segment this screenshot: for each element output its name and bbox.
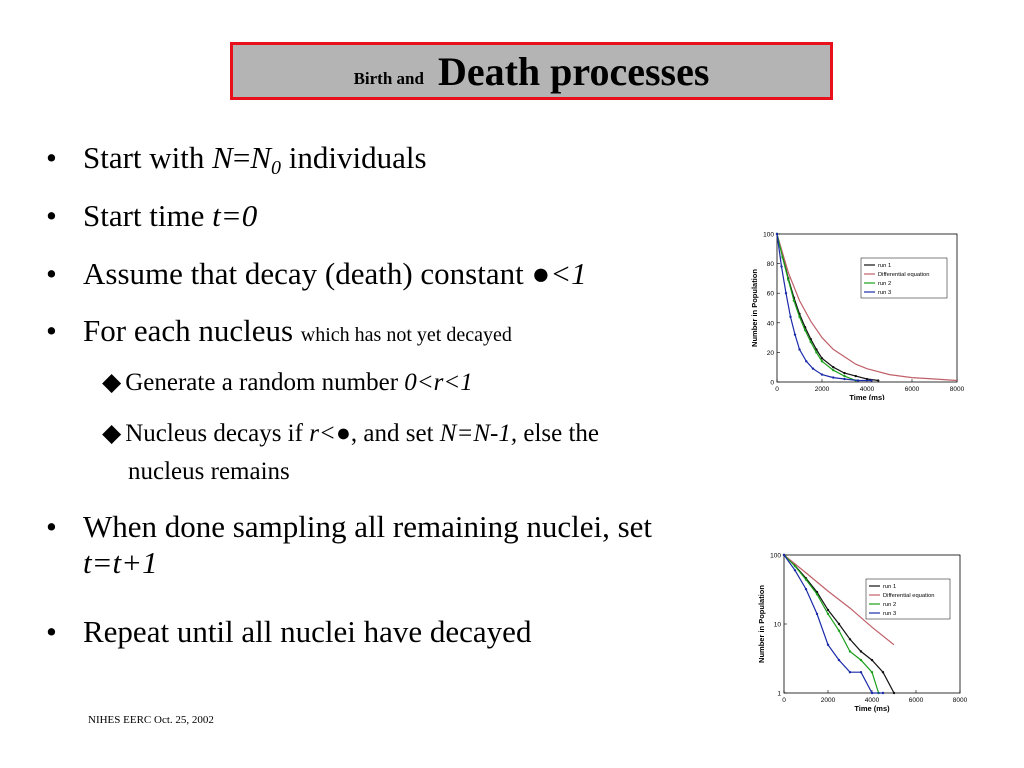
- y-axis-label: Number in Population: [750, 269, 759, 347]
- series-point: [838, 659, 840, 661]
- bullet-icon: •: [46, 509, 57, 544]
- bullet-icon: •: [46, 313, 57, 348]
- series-point: [815, 351, 817, 353]
- series-point: [838, 623, 840, 625]
- series-point: [855, 375, 857, 377]
- series-point: [787, 279, 789, 281]
- series-point: [877, 379, 879, 381]
- series-point: [812, 367, 814, 369]
- chart-log-svg: [748, 551, 970, 718]
- series-point: [789, 316, 791, 318]
- series-point: [827, 609, 829, 611]
- bullet-text: When done sampling all remaining nuclei, set t=t+1: [83, 509, 653, 580]
- chart-linear-svg: [735, 228, 967, 400]
- x-tick-label: 8000: [949, 386, 965, 393]
- series-point: [849, 638, 851, 640]
- series-point: [871, 671, 873, 673]
- series-point: [870, 379, 872, 381]
- series-point: [832, 376, 834, 378]
- series-point: [794, 569, 796, 571]
- x-tick-label: 4000: [859, 386, 875, 393]
- series-point: [893, 692, 895, 694]
- series-point: [860, 671, 862, 673]
- legend-label: Differential equation: [878, 272, 930, 279]
- y-tick-label: 100: [770, 552, 781, 560]
- legend-label: run 3: [878, 290, 892, 297]
- bullet-text: Assume that decay (death) constant ●<1: [83, 256, 587, 291]
- series-point: [821, 360, 823, 362]
- slide-title-box: [230, 42, 833, 100]
- bullet-text: Start time t=0: [83, 198, 258, 233]
- series-point: [776, 233, 778, 235]
- y-tick-label: 20: [766, 349, 774, 357]
- series-point: [810, 341, 812, 343]
- decay-constant-symbol: ●: [531, 256, 551, 291]
- bullet-icon: •: [46, 140, 57, 175]
- series-point: [805, 360, 807, 362]
- series-point: [843, 378, 845, 380]
- series-point: [793, 299, 795, 301]
- series-point: [832, 369, 834, 371]
- series-point: [838, 629, 840, 631]
- x-tick-label: 2000: [820, 697, 836, 704]
- y-tick-label: 10: [773, 621, 781, 629]
- diamond-bullet-icon: ◆: [102, 369, 122, 396]
- series-point: [849, 671, 851, 673]
- series-point: [816, 613, 818, 615]
- bullet-text: Repeat until all nuclei have decayed: [83, 614, 532, 649]
- x-tick-label: 6000: [904, 386, 920, 393]
- sub-bullet-decay-rule: [102, 415, 599, 491]
- y-tick-label: 1: [777, 690, 781, 698]
- legend-label: run 1: [878, 263, 892, 270]
- series-point: [783, 554, 785, 556]
- series-point: [832, 366, 834, 368]
- series-point: [860, 659, 862, 661]
- series-point: [804, 329, 806, 331]
- series-point: [871, 659, 873, 661]
- slide-title: Death processes: [437, 48, 710, 94]
- bullet-icon: •: [46, 614, 57, 649]
- series-point: [827, 644, 829, 646]
- y-tick-label: 100: [763, 231, 774, 239]
- y-tick-label: 40: [766, 320, 774, 328]
- title-prefix: Birth and: [353, 69, 424, 88]
- series-point: [843, 375, 845, 377]
- legend-label: run 1: [883, 584, 897, 591]
- series-point: [857, 379, 859, 381]
- bullet-text: For each nucleus which has not yet decayed: [83, 313, 512, 348]
- x-tick-label: 2000: [814, 386, 830, 393]
- sub-bullet-random-number: [102, 364, 473, 402]
- sub-bullet-text: Generate a random number 0<r<1: [125, 369, 473, 396]
- legend-label: run 2: [883, 602, 897, 609]
- y-tick-label: 0: [770, 379, 774, 387]
- legend-label: run 3: [883, 611, 897, 618]
- x-tick-label: 6000: [908, 697, 924, 704]
- footer-text: NIHES EERC Oct. 25, 2002: [88, 714, 214, 726]
- x-tick-label: 8000: [952, 697, 968, 704]
- legend-label: run 2: [878, 281, 892, 288]
- y-tick-label: 80: [766, 261, 774, 269]
- series-point: [871, 692, 873, 694]
- legend-label: Differential equation: [883, 593, 935, 600]
- series-point: [860, 650, 862, 652]
- chart-log: [748, 551, 970, 718]
- x-tick-label: 0: [775, 386, 779, 393]
- series-point: [798, 348, 800, 350]
- series-point: [816, 593, 818, 595]
- series-point: [780, 265, 782, 267]
- sub-bullet-text-line2: nucleus remains: [128, 458, 290, 485]
- series-point: [882, 671, 884, 673]
- series-point: [805, 578, 807, 580]
- series-point: [827, 613, 829, 615]
- chart-linear: [735, 228, 967, 400]
- series-point: [785, 292, 787, 294]
- series-point: [781, 256, 783, 258]
- series-point: [794, 333, 796, 335]
- series-point: [866, 378, 868, 380]
- diamond-bullet-icon: ◆: [102, 420, 122, 447]
- x-axis-label: Time (ms): [854, 704, 890, 713]
- series-point: [821, 373, 823, 375]
- y-axis-label: Number in Population: [757, 585, 766, 663]
- bullet-icon: •: [46, 256, 57, 291]
- x-tick-label: 4000: [864, 697, 880, 704]
- bullet-text: Start with N=N0 individuals: [83, 140, 427, 179]
- sub-bullet-text: Nucleus decays if r<●, and set N=N-1, else the: [125, 420, 600, 447]
- x-axis-label: Time (ms): [849, 393, 885, 400]
- series-point: [794, 565, 796, 567]
- bullet-icon: •: [46, 198, 57, 233]
- series-point: [843, 372, 845, 374]
- x-tick-label: 0: [782, 697, 786, 704]
- series-point: [882, 692, 884, 694]
- y-tick-label: 60: [766, 290, 774, 298]
- series-point: [849, 650, 851, 652]
- series-point: [805, 588, 807, 590]
- series-point: [798, 316, 800, 318]
